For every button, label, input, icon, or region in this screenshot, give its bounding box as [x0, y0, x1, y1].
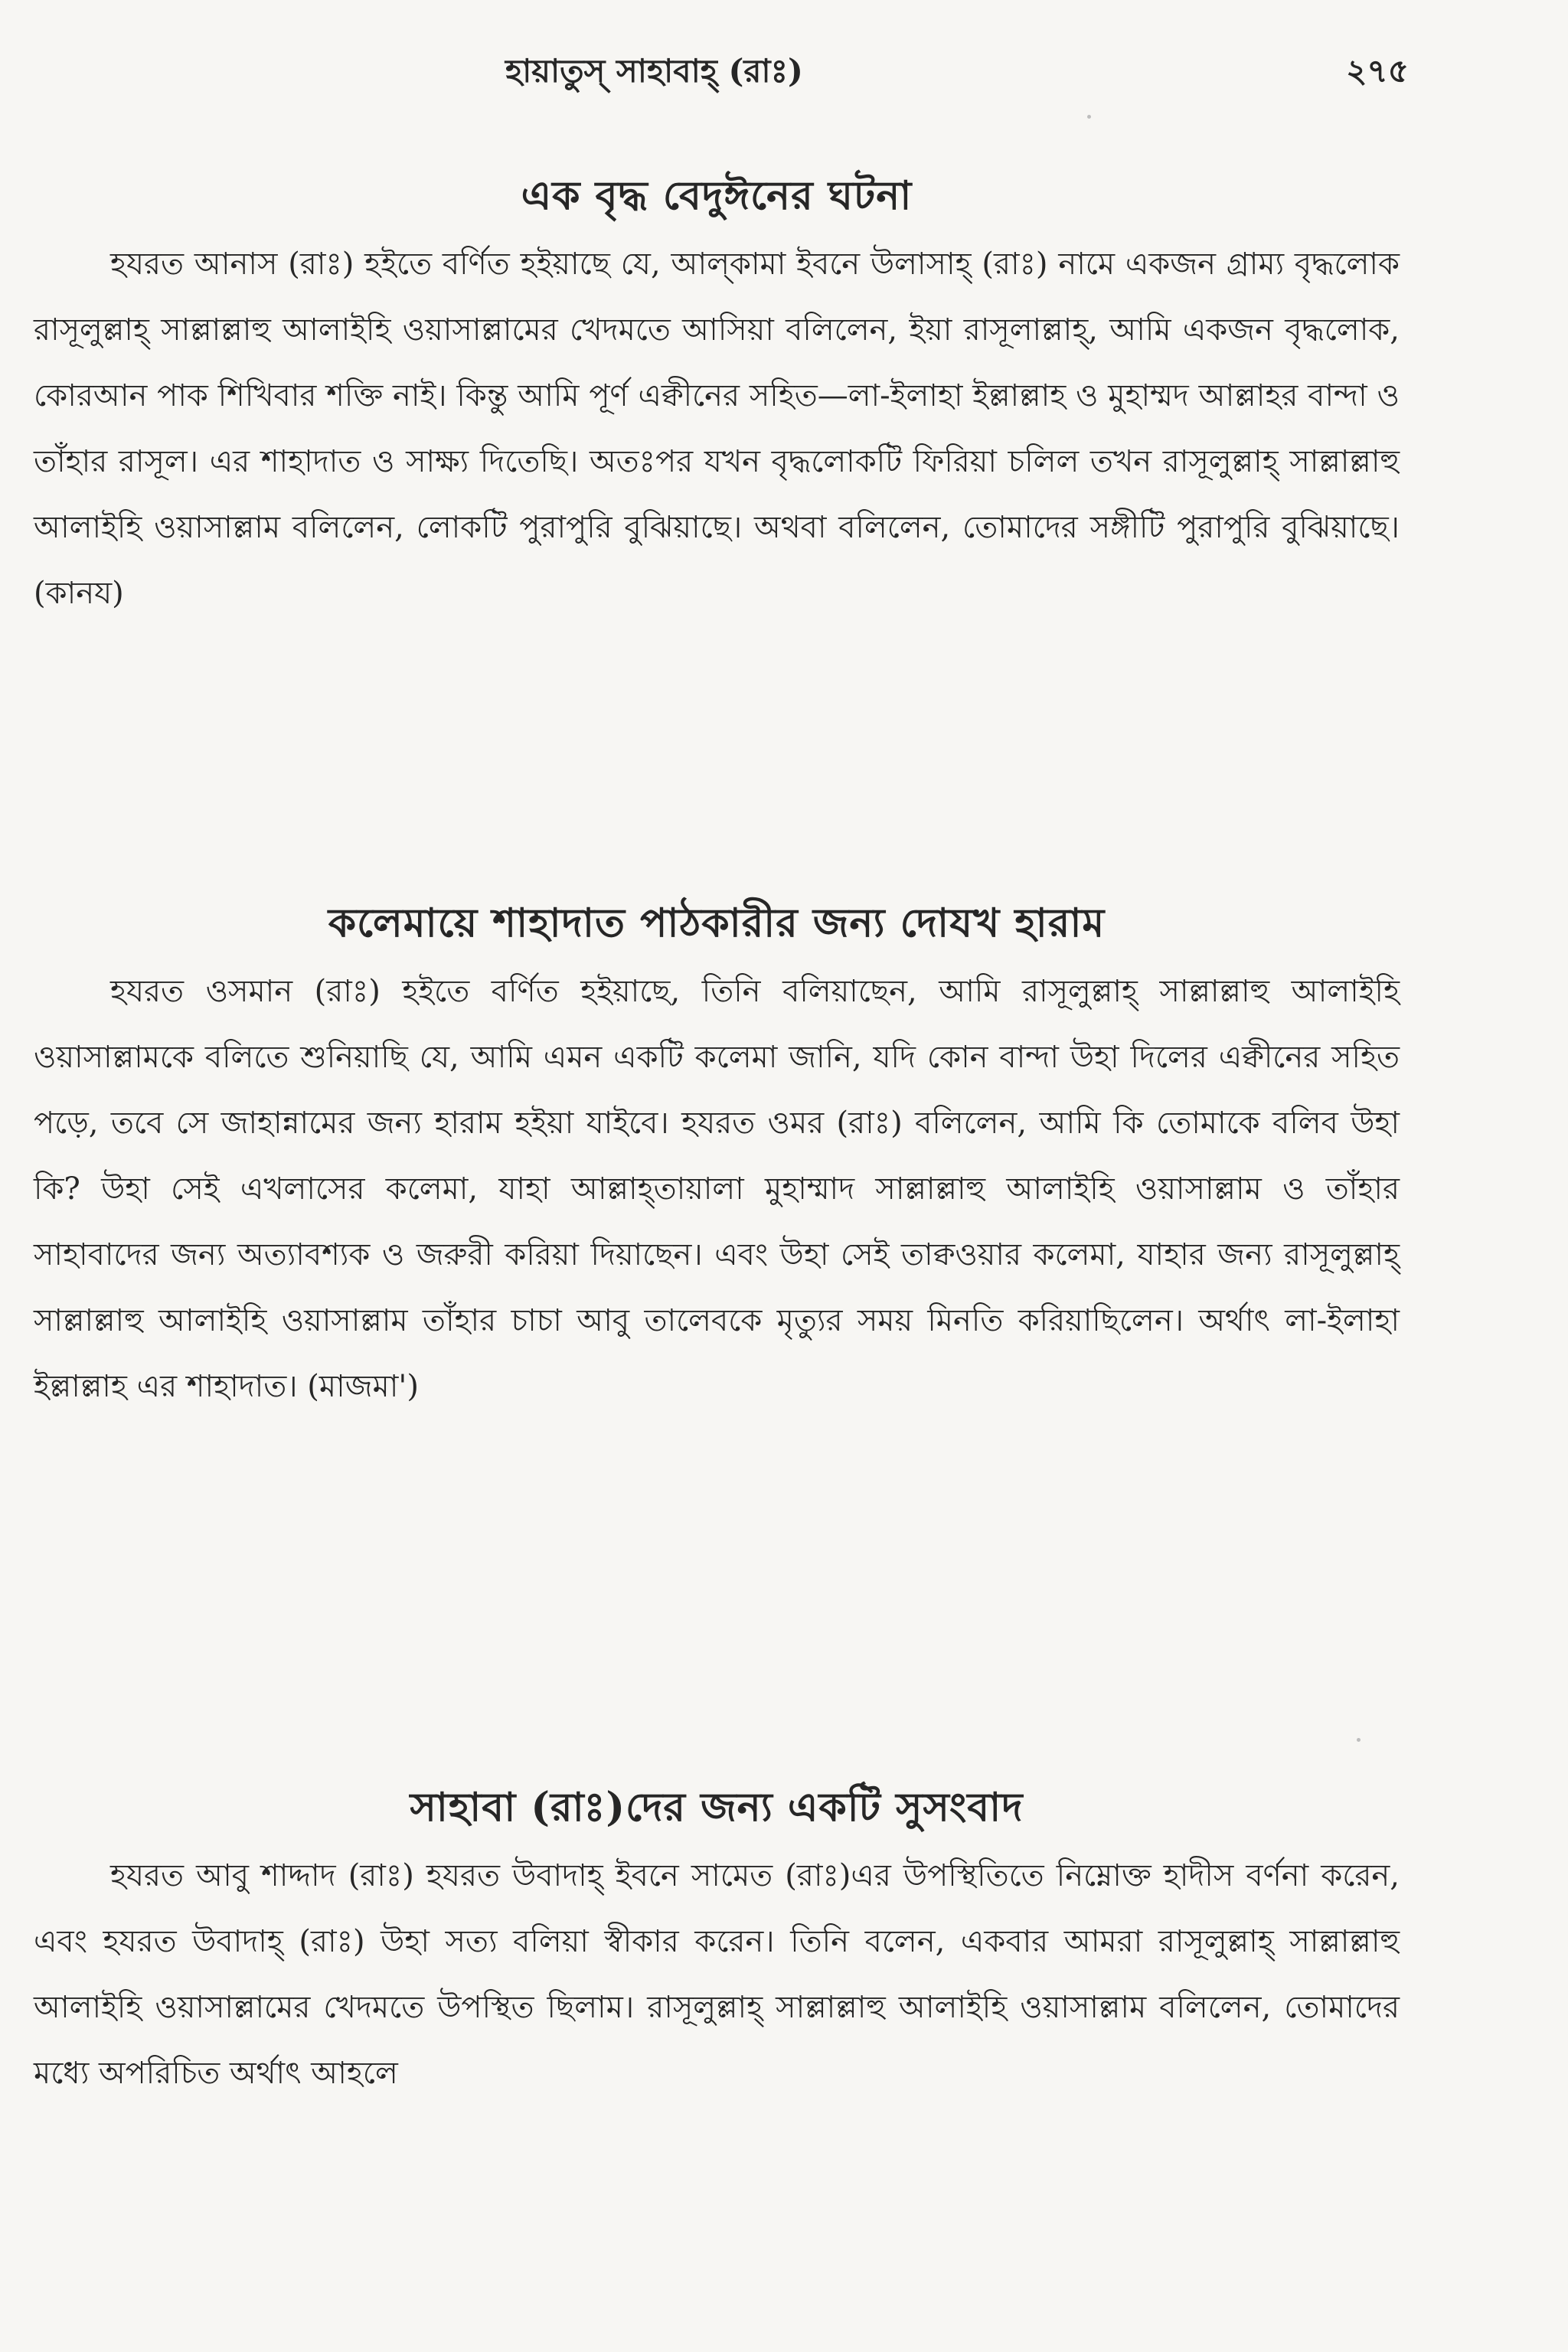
running-header [0, 44, 1568, 98]
section-kalima-shahadat [34, 888, 1400, 1419]
section-paragraph: হযরত ওসমান (রাঃ) হইতে বর্ণিত হইয়াছে, তিনি বলিয়াছেন, আমি রাসূলুল্লাহ্ সাল্লাল্লাহু আলাইহি ওয়াসাল্লামকে বলিতে শুনিয়াছি যে, আমি এমন একটি কলেমা জানি, যদি কোন বান্দা উহা দিলের এক্বীনের সহিত পড়ে, তবে সে জাহান্নামের জন্য হারাম হইয়া যাইবে। হযরত ওমর (রাঃ) বলিলেন, আমি কি তোমাকে বলিব উহা কি? উহা সেই এখলাসের কলেমা, যাহা আল্লাহ্‌তায়ালা মুহাম্মাদ সাল্লাল্লাহু আলাইহি ওয়াসাল্লাম ও তাঁহার সাহাবাদের জন্য অত্যাবশ্যক ও জরুরী করিয়া দিয়াছেন। এবং উহা সেই তাক্বওয়ার কলেমা, যাহার জন্য রাসূলুল্লাহ্ সাল্লাল্লাহু আলাইহি ওয়াসাল্লাম তাঁহার চাচা আবু তালেবকে মৃত্যুর সময় মিনতি করিয়াছিলেন। অর্থাৎ লা-ইলাহা ইল্লাল্লাহ এর শাহাদাত। (মাজমা') [34, 974, 1400, 1404]
section-heading: সাহাবা (রাঃ)দের জন্য একটি সুসংবাদ [410, 1784, 1024, 1831]
section-paragraph: হযরত আবু শাদ্দাদ (রাঃ) হযরত উবাদাহ্ ইবনে সামেত (রাঃ)এর উপস্থিতিতে নিম্নোক্ত হাদীস বর্ণনা করেন, এবং হযরত উবাদাহ্ (রাঃ) উহা সত্য বলিয়া স্বীকার করেন। তিনি বলেন, একবার আমরা রাসূলুল্লাহ্ সাল্লাল্লাহু আলাইহি ওয়াসাল্লামের খেদমতে উপস্থিত ছিলাম। রাসূলুল্লাহ্ সাল্লাল্লাহু আলাইহি ওয়াসাল্লাম বলিলেন, তোমাদের মধ্যে অপরিচিত অর্থাৎ আহলে [34, 1858, 1400, 2091]
section-paragraph: হযরত আনাস (রাঃ) হইতে বর্ণিত হইয়াছে যে, আল্‌কামা ইবনে উলাসাহ্ (রাঃ) নামে একজন গ্রাম্য বৃদ্ধলোক রাসূলুল্লাহ্ সাল্লাল্লাহু আলাইহি ওয়াসাল্লামের খেদমতে আসিয়া বলিলেন, ইয়া রাসূলাল্লাহ্, আমি একজন বৃদ্ধলোক, কোরআন পাক শিখিবার শক্তি নাই। কিন্তু আমি পূর্ণ এক্বীনের সহিত—লা-ইলাহা ইল্লাল্লাহ ও মুহাম্মদ আল্লাহর বান্দা ও তাঁহার রাসূল। এর শাহাদাত ও সাক্ষ্য দিতেছি। অতঃপর যখন বৃদ্ধলোকটি ফিরিয়া চলিল তখন রাসূলুল্লাহ্ সাল্লাল্লাহু আলাইহি ওয়াসাল্লাম বলিলেন, লোকটি পুরাপুরি বুঝিয়াছে। অথবা বলিলেন, তোমাদের সঙ্গীটি পুরাপুরি বুঝিয়াছে। (কানয) [34, 247, 1400, 611]
section-heading: এক বৃদ্ধ বেদুঈনের ঘটনা [521, 172, 913, 219]
running-title: হায়াতুস্ সাহাবাহ্ (রাঃ) [505, 52, 803, 90]
page-number: ২৭৫ [1346, 52, 1409, 90]
paper-speck [1087, 115, 1091, 119]
section-bedouin-story [34, 161, 1400, 626]
paper-speck [1357, 1738, 1361, 1742]
section-heading: কলেমায়ে শাহাদাত পাঠকারীর জন্য দোযখ হারাম [328, 900, 1106, 946]
section-glad-tidings [34, 1772, 1400, 2106]
